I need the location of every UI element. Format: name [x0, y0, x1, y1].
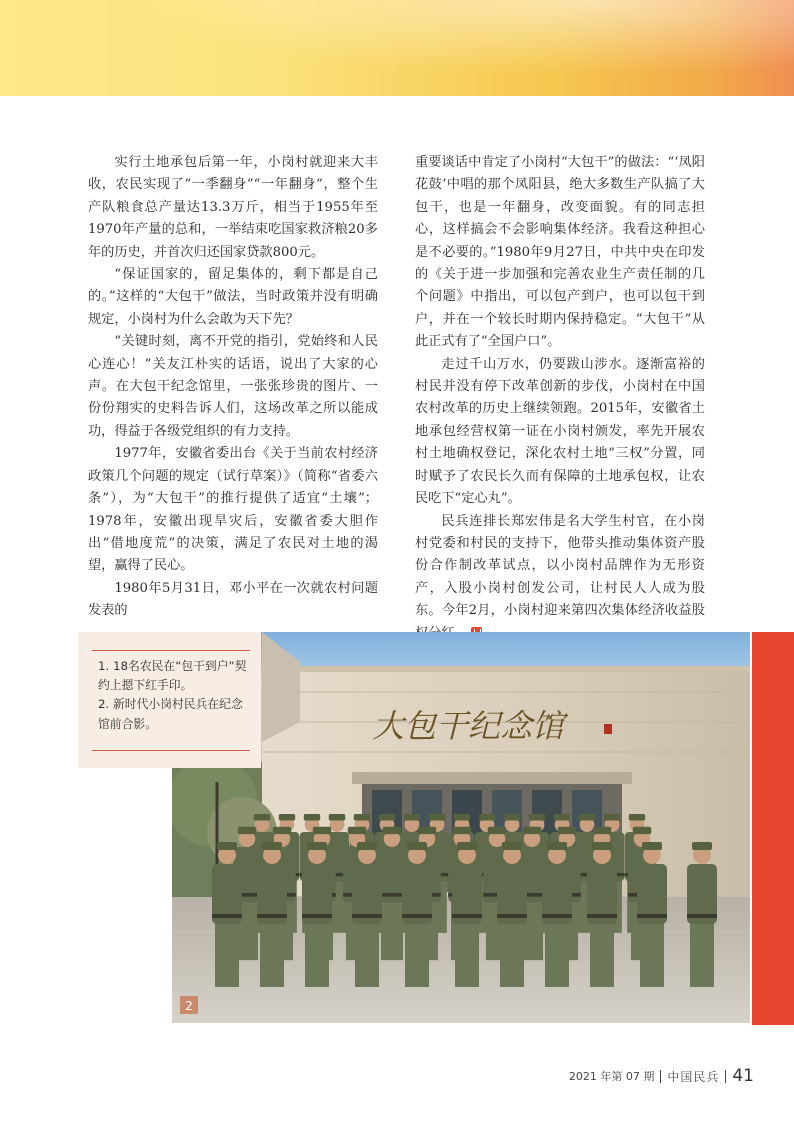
- building-sign: 大包干纪念馆: [372, 707, 565, 745]
- footer-divider: [660, 1070, 661, 1083]
- photo-caption-box: [78, 632, 261, 768]
- paragraph-text: 民兵连排长郑宏伟是名大学生村官，在小岗村党委和村民的支持下，他带头推动集体资产股份合作制改革试点，以小岗村品牌作为无形资产，入股小岗村创发公司，让村民人人成为股东。今年2月，小岗村迎来第四次集体经济收益股: [415, 513, 705, 619]
- issue-label: 2021 年第 07 期: [568, 1070, 655, 1083]
- paragraph: “关键时刻，离不开党的指引，党始终和人民心连心！”关友江朴实的话语，说出了大家的心声。在大包干纪念馆里，一张张珍贵的图片、一份份翔实的史料告诉人们，这场改革之所以能成功，得益于各级党组织的有力支持。: [88, 334, 378, 439]
- paragraph: 走过千山万水，仍要跋山涉水。逐渐富裕的村民并没有停下改革创新的步伐，小岗村在中国农村改革的历史上继续领跑。2015年，安徽省土地承包经营权第一证在小岗村颁发，率先开展农村土地确权登记，深化农村土地“三权”分置，同时赋予了农民长久而有保障的土地承包权，让农民吃下“定心丸”。: [415, 356, 705, 507]
- article-right-column: [415, 152, 705, 645]
- paragraph: 重要谈话中肯定了小岗村“大包干”的做法：“‘凤阳花鼓’中唱的那个凤阳县，绝大多数生产队搞了大包干，也是一年翻身，改变面貌。有的同志担心，这样搞会不会影响集体经济。我看这种担心是不必要的。”1980年9月27日，中共中央在印发的《关于进一步加强和完善农业生产责任制的几个问题》中指出，可以包产到户，也可以包干到户，并在一个较长时期内保持稳定。“大包干”从此正式有了“全国户口”。: [415, 155, 705, 350]
- footer-divider: [725, 1070, 726, 1083]
- article-left-column: [88, 152, 378, 623]
- caption-line-2: 2. 新时代小岗村民兵在纪念馆前合影。: [98, 697, 243, 731]
- paragraph: “保证国家的，留足集体的，剩下都是自己的。”这样的“大包干”做法，当时政策并没有明确规定，小岗村为什么会敢为天下先？: [88, 267, 378, 327]
- paragraph-last: [415, 511, 705, 645]
- side-accent-bar: [752, 632, 794, 1025]
- magazine-name: 中国民兵: [667, 1069, 720, 1084]
- paragraph: 1980年5月31日，邓小平在一次就农村问题发表的: [88, 580, 378, 619]
- header-gradient-band: [0, 0, 794, 96]
- paragraph: 实行土地承包后第一年，小岗村就迎来大丰收，农民实现了“一季翻身”“一年翻身”，整个生产队粮食总产量达13.3万斤，相当于1955年至1970年产量的总和，一举结束吃国家救济粮20多年的历史，并首次归还国家贷款800元。: [88, 155, 378, 260]
- page-footer: [569, 1066, 754, 1086]
- photo-number: 2: [185, 999, 193, 1013]
- page-number: 41: [732, 1066, 754, 1086]
- photo-caption: [98, 657, 248, 734]
- caption-line-1: 1. 18名农民在“包干到户”契约上摁下红手印。: [98, 659, 247, 693]
- paragraph: 1977年，安徽省委出台《关于当前农村经济政策几个问题的规定（试行草案）》（简称“省委六条”），为“大包干”的推行提供了适宜“土壤”；1978年，安徽出现旱灾后，安徽省委大胆作出“借地度荒”的决策，满足了农民对土地的渴望，赢得了民心。: [88, 446, 378, 574]
